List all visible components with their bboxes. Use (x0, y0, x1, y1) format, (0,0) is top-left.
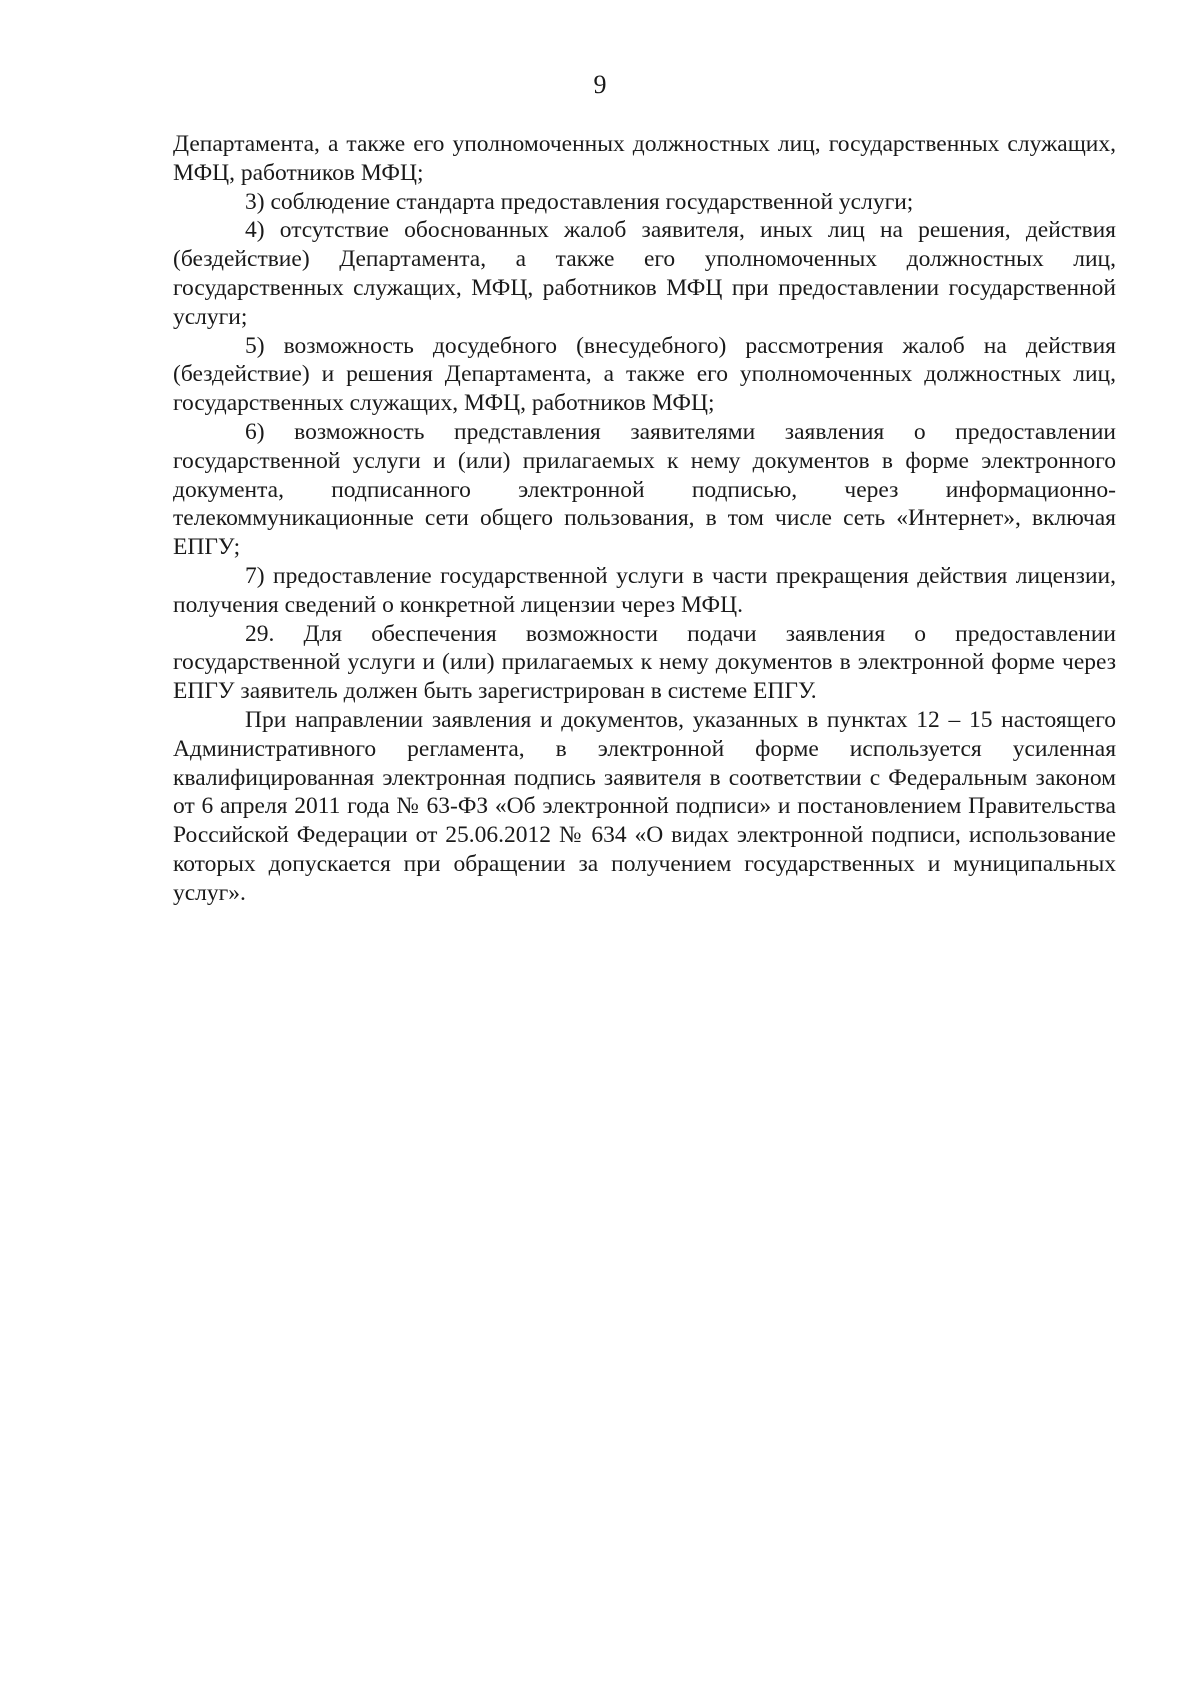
document-body (173, 130, 1116, 908)
clause-29: 29. Для обеспечения возможности подачи заявления о предоставлении государственной услуги и (или) прилагаемых к нему документов в электронной форме через ЕПГУ заявитель должен быть зарегистрирован в системе ЕПГУ. (173, 620, 1116, 705)
list-item-3: 3) соблюдение стандарта предоставления государственной услуги; (245, 188, 914, 215)
list-item-4: 4) отсутствие обоснованных жалоб заявителя, иных лиц на решения, действия (бездействие) Департамента, а также его уполномоченных должностных лиц, государственных служащих, МФЦ, работников МФЦ при предоставлении государственной услуги; (173, 217, 1116, 330)
paragraph-continuation: Департамента, а также его уполномоченных должностных лиц, государственных служащих, МФЦ, работников МФЦ; (173, 131, 1116, 186)
paragraph-electronic-signature: При направлении заявления и документов, указанных в пунктах 12 – 15 настоящего Административного регламента, в электронной форме используется усиленная квалифицированная электронная подпись заявителя в соответствии с Федеральным законом от 6 апреля 2011 года № 63-ФЗ «Об электронной подписи» и постановлением Правительства Российской Федерации от 25.06.2012 № 634 «О видах электронной подписи, использование которых допускается при обращении за получением государственных и муниципальных услуг». (173, 706, 1116, 906)
list-item-5: 5) возможность досудебного (внесудебного) рассмотрения жалоб на действия (бездействие) и решения Департамента, а также его уполномоченных должностных лиц, государственных служащих, МФЦ, работников МФЦ; (173, 332, 1116, 417)
page-number: 9 (593, 70, 607, 99)
list-item-6: 6) возможность представления заявителями заявления о предоставлении государственной услуги и (или) прилагаемых к нему документов в форме электронного документа, подписанного электронной подписью, через информационно-телекоммуникационные сети общего пользования, в том числе сеть «Интернет», включая ЕПГУ; (173, 418, 1116, 561)
list-item-7: 7) предоставление государственной услуги в части прекращения действия лицензии, получения сведений о конкретной лицензии через МФЦ. (173, 562, 1116, 618)
